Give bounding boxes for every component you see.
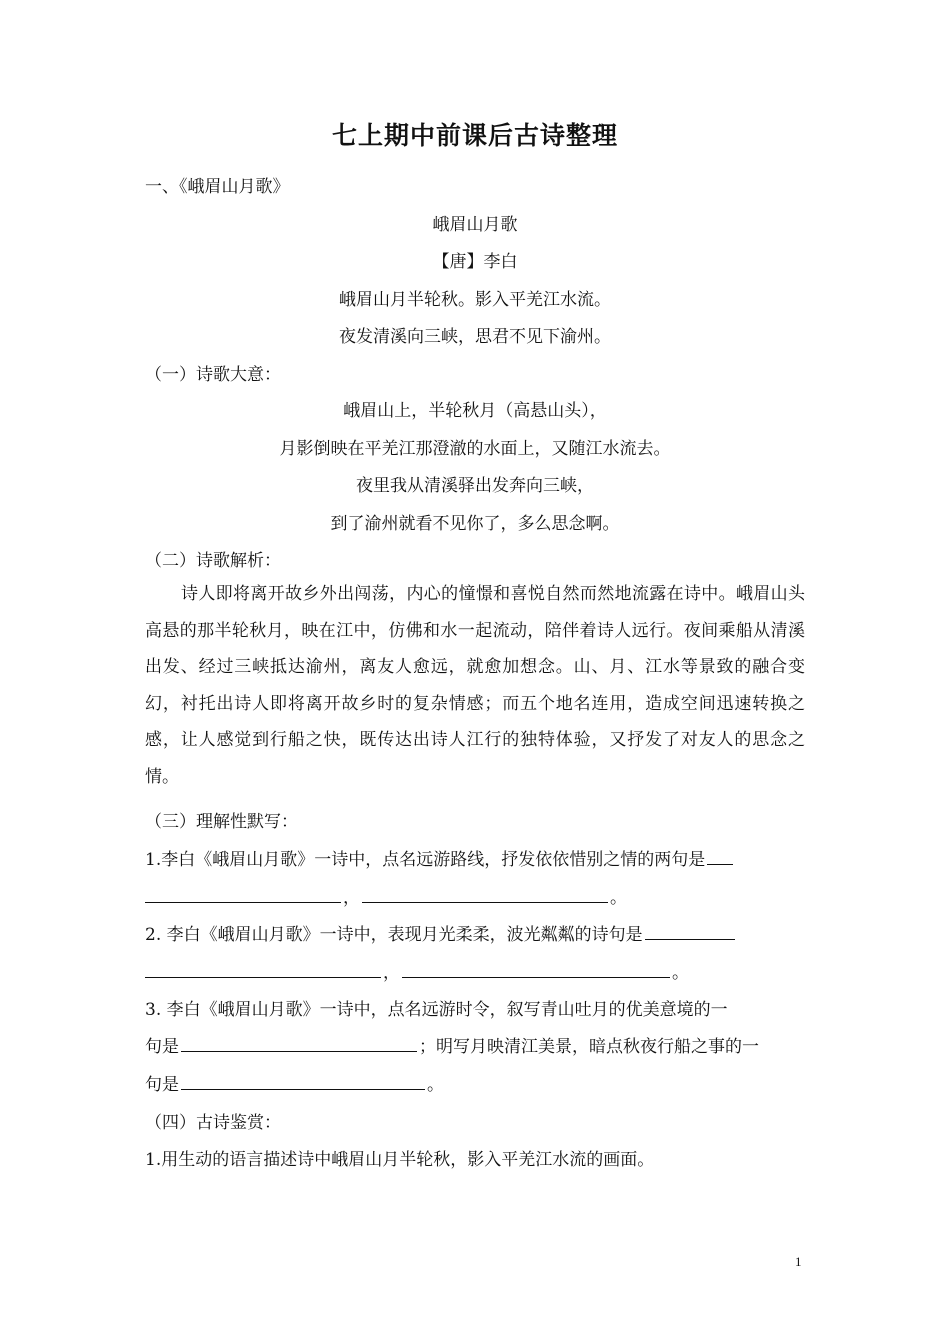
meaning-heading: （一）诗歌大意： [145, 365, 281, 385]
answer-blank[interactable] [181, 1050, 417, 1052]
section-heading-1: 一、《峨眉山月歌》 [145, 177, 290, 197]
answer-blank[interactable] [145, 976, 381, 978]
meaning-line-2: 月影倒映在平羌江那澄澈的水面上，又随江水流去。 [279, 439, 671, 459]
dictation-question-1 [145, 845, 735, 870]
answer-blank[interactable] [145, 901, 341, 903]
answer-blank[interactable] [645, 938, 735, 940]
poem-title: 峨眉山月歌 [432, 215, 518, 235]
dictation-question-3-line-2 [145, 1032, 759, 1057]
period: 。 [672, 963, 689, 983]
meaning-line-3: 夜里我从清溪驿出发奔向三峡， [356, 476, 594, 496]
question-3-prefix: 句是 [145, 1037, 179, 1057]
appreciation-heading: （四）古诗鉴赏： [145, 1113, 281, 1133]
dictation-heading: （三）理解性默写： [145, 812, 298, 832]
question-1-text: 1.李白《峨眉山月歌》一诗中，点名远游路线，抒发依依惜别之情的两句是 [145, 850, 706, 870]
dictation-question-3-line-3 [145, 1070, 444, 1095]
comma: ， [343, 888, 360, 908]
period: 。 [427, 1075, 444, 1095]
answer-blank[interactable] [402, 976, 670, 978]
poem-line-2: 夜发清溪向三峡，思君不见下渝州。 [339, 327, 611, 347]
dictation-question-2-answers [145, 958, 689, 983]
answer-blank[interactable] [181, 1088, 425, 1090]
period: 。 [610, 888, 627, 908]
question-3-middle: ；明写月映清江美景，暗点秋夜行船之事的一 [419, 1037, 759, 1057]
answer-blank[interactable] [362, 901, 608, 903]
question-3-prefix-2: 句是 [145, 1075, 179, 1095]
poem-author: 【唐】李白 [432, 252, 518, 272]
dictation-question-3: 3. 李白《峨眉山月歌》一诗中，点名远游时令，叙写青山吐月的优美意境的一 [145, 1000, 728, 1020]
comma: ， [383, 963, 400, 983]
analysis-paragraph: 诗人即将离开故乡外出闯荡，内心的憧憬和喜悦自然而然地流露在诗中。峨眉山头高悬的那半轮秋月，映在江中，仿佛和水一起流动，陪伴着诗人远行。夜间乘船从清溪出发、经过三峡抵达渝州，离友人愈远，就愈加想念。山、月、江水等景致的融合变幻，衬托出诗人即将离开故乡时的复杂情感；而五个地名连用，造成空间迅速转换之感，让人感觉到行船之快，既传达出诗人江行的独特体验，又抒发了对友人的思念之情。 [145, 584, 805, 787]
page-number: 1 [795, 1254, 802, 1269]
answer-blank[interactable] [707, 863, 733, 865]
meaning-line-1: 峨眉山上，半轮秋月（高悬山头）， [343, 401, 607, 421]
dictation-question-2 [145, 920, 737, 945]
meaning-line-4: 到了渝州就看不见你了，多么思念啊。 [330, 514, 620, 534]
dictation-question-1-answers [145, 883, 627, 908]
appreciation-question-1: 1.用生动的语言描述诗中峨眉山月半轮秋，影入平羌江水流的画面。 [145, 1150, 655, 1170]
page-title: 七上期中前课后古诗整理 [331, 121, 618, 150]
analysis-heading: （二）诗歌解析： [145, 551, 281, 571]
poem-line-1: 峨眉山月半轮秋。影入平羌江水流。 [339, 290, 611, 310]
question-2-text: 2. 李白《峨眉山月歌》一诗中，表现月光柔柔，波光粼粼的诗句是 [145, 925, 643, 945]
